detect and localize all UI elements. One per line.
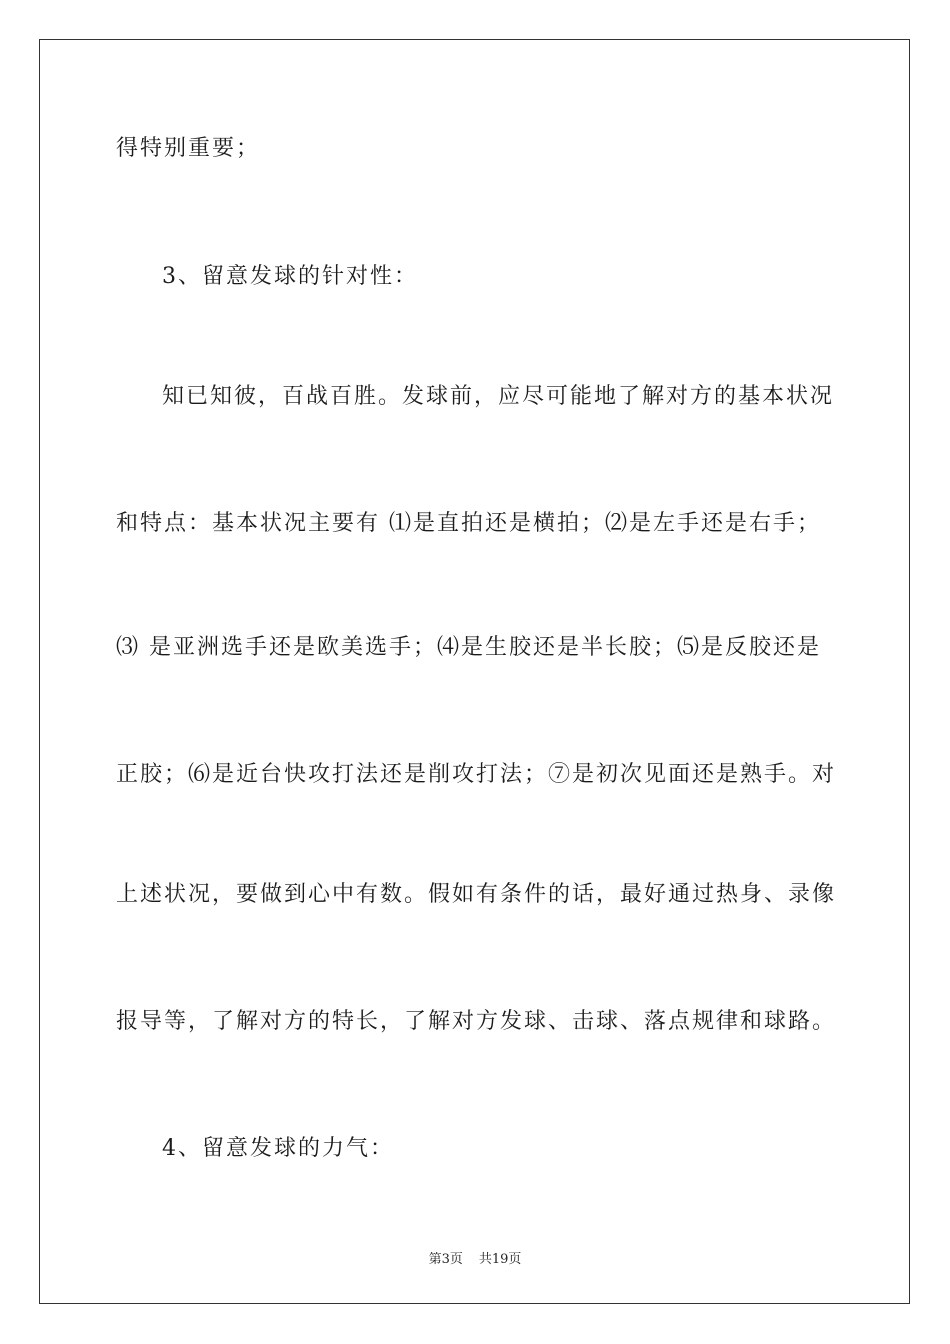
page-footer [0,1248,950,1267]
text-line-5: ⑶ 是亚洲选手还是欧美选手；⑷是生胶还是半长胶；⑸是反胶还是 [116,635,821,660]
page-total: 共19页 [478,1252,522,1267]
text-line-1: 得特别重要； [116,136,261,161]
text-line-7: 上述状况，要做到心中有数。假如有条件的话，最好通过热身、录像 [116,882,837,907]
page-border [39,39,910,1304]
text-line-3: 知已知彼，百战百胜。发球前，应尽可能地了解对方的基本状况 [162,384,835,409]
section-heading-3: 3、留意发球的针对性： [162,264,418,289]
page-number: 第3页 [428,1252,463,1267]
text-line-4: 和特点：基本状况主要有 ⑴是直拍还是横拍；⑵是左手还是右手； [116,511,821,536]
section-heading-4: 4、留意发球的力气： [162,1136,394,1161]
text-line-6: 正胶；⑹是近台快攻打法还是削攻打法；⑦是初次见面还是熟手。对 [116,762,837,787]
text-line-8: 报导等，了解对方的特长，了解对方发球、击球、落点规律和球路。 [116,1009,837,1034]
